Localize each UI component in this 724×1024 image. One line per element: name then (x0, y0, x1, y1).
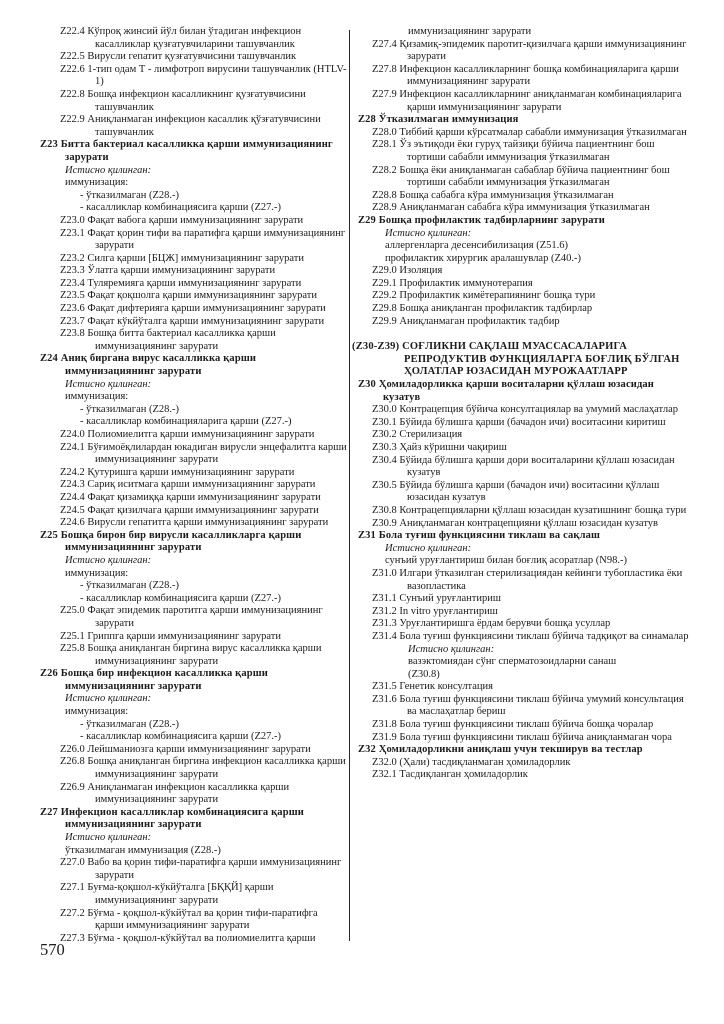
entry-text: Фақат вабога қарши иммунизациянинг зарурати (87, 214, 304, 226)
code-label: Z29.9 (372, 315, 400, 327)
code-entry-Z31.0 (352, 568, 693, 593)
exclusion-note: Истисно қилинган: (408, 643, 495, 655)
code-label: Z30.9 (372, 517, 400, 529)
code-label: Z27.0 (60, 857, 88, 869)
code-entry-Z30.0 (352, 404, 693, 417)
entry-text: Бошқа инфекцион касалликнинг қузғатувчисини ташувчанлик (87, 88, 306, 113)
code-label: Z30.1 (372, 416, 400, 428)
note-line: вазэктомиядан сўнг сперматозоидларни санаш (408, 656, 617, 668)
code-entry-Z23.3 (40, 265, 347, 278)
code-entry-Z28.1 (352, 139, 693, 164)
entry-text: Фақат қизамиққа қарши иммунизациянинг зарурати (87, 491, 321, 503)
code-entry-Z30.2 (352, 429, 693, 442)
code-label: Z22.6 (60, 63, 88, 75)
code-label: (Z30-Z39) (352, 341, 403, 353)
note-line: (Z30.8) (408, 668, 440, 680)
exclusion-note: Истисно қилинган: (385, 227, 472, 239)
code-entry-Z31.4 (352, 631, 693, 644)
code-entry-Z23.8 (40, 328, 347, 353)
code-label: Z24.4 (60, 491, 88, 503)
note-line: профилактик хирургик аралашувлар (Z40.-) (385, 252, 581, 264)
code-entry-Z29.8 (352, 303, 693, 316)
entry-text: Бошқа бир инфекцион касалликка қарши иммунизациянинг зарурати (60, 668, 268, 692)
code-label: Z26.8 (60, 756, 88, 768)
entry-text: Вирусли гепатит қузғатувчисини ташувчанлик (87, 51, 297, 63)
code-entry-Z30.4 (352, 455, 693, 480)
code-entry-Z29.1 (352, 278, 693, 291)
entry-text: Бошқа битта бактериал касалликка қарши иммунизациянинг зарурати (87, 328, 276, 352)
code-label: Z31.3 (372, 618, 400, 630)
code-label: Z24.2 (60, 466, 88, 478)
code-label: Z28.8 (372, 189, 400, 201)
entry-text: (Ҳали) тасдиқланмаган ҳомиладорлик (399, 756, 571, 768)
entry-text: Бўйида бўлишга қарши дори воситаларини қўллаш юзасидан кузатув (399, 454, 675, 479)
dash-subitem: - касалликлар комбинациясига қарши (Z27.-) (80, 202, 282, 214)
code-label: Z30.5 (372, 479, 400, 491)
entry-text: Полиомиелитга қарши иммунизациянинг зарурати (87, 429, 315, 440)
code-label: Z30.0 (372, 404, 400, 416)
code-label: Z25 (40, 529, 61, 541)
code-label: Z30 (358, 379, 379, 391)
code-entry-Z26.8 (40, 756, 347, 781)
code-entry-Z26.9 (40, 782, 347, 807)
entry-text: Аниқланмаган сабабга кўра иммунизация ўтказилмаган (399, 202, 650, 214)
code-entry-Z24.2 (40, 467, 347, 480)
code-label: Z31.0 (372, 567, 400, 579)
entry-text: Туляремияга қарши иммунизациянинг зарурати (87, 277, 302, 289)
code-label: Z28.0 (372, 126, 400, 138)
code-label: Z30.8 (372, 504, 400, 516)
entry-text: Бола туғиш функциясини тиклаш бўйича аниқланмаган чора (399, 731, 672, 743)
code-entry-Z22.4 (40, 26, 347, 51)
code-label: Z26 (40, 668, 61, 680)
dash-subitem: - ўтказилмаган (Z28.-) (80, 189, 180, 201)
code-label: Z27.1 (60, 882, 88, 894)
code-entry-Z28.0 (352, 127, 693, 140)
code-entry-Z22.9 (40, 114, 347, 139)
code-label: Z27.9 (372, 88, 400, 100)
continuation-line: иммунизациянинг зарурати (408, 26, 532, 37)
code-label: Z22.9 (60, 114, 88, 126)
code-entry-Z32.0 (352, 757, 693, 770)
code-entry-Z29.9 (352, 316, 693, 329)
code-entry-Z22.5 (40, 51, 347, 64)
entry-text: Инфекцион касалликларнинг бошқа комбинацияларига қарши иммунизациянинг зарурати (399, 63, 679, 88)
entry-text: Бошқа аниқланган биргина инфекцион касалликка қарши иммунизациянинг зарурати (87, 756, 346, 781)
code-entry-Z24.5 (40, 505, 347, 518)
code-entry-Z22.6 (40, 64, 347, 89)
code-entry-Z23.7 (40, 316, 347, 329)
code-label: Z24.0 (60, 429, 88, 440)
code-label: Z23.6 (60, 303, 88, 315)
exclusion-note: Истисно қилинган: (65, 554, 152, 566)
code-entry-Z24.3 (40, 479, 347, 492)
code-entry-Z23.1 (40, 228, 347, 253)
entry-text: Профилактик иммунотерапия (399, 277, 533, 289)
code-label: Z25.8 (60, 643, 88, 655)
exclusion-note: Истисно қилинган: (65, 693, 152, 705)
code-entry-Z28.2 (352, 165, 693, 190)
code-label: Z23 (40, 139, 61, 151)
dash-subitem: - ўтказилмаган (Z28.-) (80, 580, 180, 592)
code-label: Z30.4 (372, 454, 400, 466)
entry-text: Ҳайз кўришни чақириш (399, 442, 507, 453)
right-column (352, 26, 693, 782)
section-heading-Z26 (40, 668, 347, 693)
entry-text: Аниқланмаган инфекцион касаллик қўзғатувчисини ташувчанлик (87, 114, 321, 138)
code-label: Z22.8 (60, 88, 88, 100)
entry-text: 1-тип одам Т - лимфотроп вирусини ташувчанлик (HTLV-1) (87, 63, 347, 88)
section-heading-Z24 (40, 353, 347, 378)
note-line: ўтказилмаган иммунизация (Z28.-) (65, 844, 221, 856)
code-label: Z28.9 (372, 202, 400, 214)
code-entry-Z31.9 (352, 732, 693, 745)
code-entry-Z31.2 (352, 606, 693, 619)
section-heading-Z31 (358, 530, 693, 543)
entry-text: Стерилизация (399, 429, 463, 441)
code-label: Z29.0 (372, 265, 400, 277)
entry-text: Бошқа аниқланган профилактик тадбирлар (399, 303, 593, 315)
dash-subitem: - ўтказилмаган (Z28.-) (80, 718, 180, 730)
entry-text: Қутуришга қарши иммунизациянинг зарурати (87, 466, 295, 478)
code-label: Z23.3 (60, 265, 88, 277)
entry-text: Силга қарши [БЦЖ] иммунизациянинг зарурати (87, 252, 304, 264)
entry-text: Бошқа бирон бир вирусли касалликларга қарши иммунизациянинг зарурати (60, 529, 302, 554)
code-entry-Z24.0 (40, 429, 347, 442)
section-heading-Z29 (358, 215, 693, 228)
code-entry-Z25.1 (40, 631, 347, 644)
code-label: Z22.5 (60, 51, 88, 63)
entry-text: Фақат қорин тифи ва паратифга қарши иммунизациянинг зарурати (87, 227, 346, 252)
entry-text: Тиббий қарши кўрсатмалар сабабли иммунизация ўтказилмаган (399, 126, 687, 138)
code-entry-Z27.2 (40, 908, 347, 933)
code-entry-Z29.0 (352, 265, 693, 278)
code-label: Z29.2 (372, 290, 400, 302)
entry-text: Битта бактериал касалликка қарши иммунизациянинг зарурати (60, 139, 333, 163)
code-label: Z22.4 (60, 26, 88, 37)
code-entry-Z30.8 (352, 505, 693, 518)
block-range-heading-Z30-Z39 (352, 341, 693, 379)
code-label: Z23.1 (60, 227, 88, 239)
entry-text: Қизамиқ-эпидемик паротит-қизилчага қарши иммунизациянинг зарурати (399, 38, 687, 63)
exclusion-note: Истисно қилинган: (65, 378, 152, 390)
section-heading-Z23 (40, 139, 347, 164)
code-entry-Z27.8 (352, 64, 693, 89)
section-heading-Z25 (40, 530, 347, 555)
code-label: Z24.6 (60, 517, 88, 529)
dash-subitem: - ўтказилмаган (Z28.-) (80, 403, 180, 415)
entry-text: Изоляция (399, 265, 443, 277)
entry-text: Бола туғиш функциясини тиклаш бўйича бошқа чоралар (399, 719, 654, 731)
code-entry-Z30.3 (352, 442, 693, 455)
entry-text: Бўйида бўлишга қарши (бачадон ичи) воситасини қўллаш юзасидан кузатув (399, 479, 660, 504)
entry-text: Бошқа сабабга кўра иммунизация ўтказилмаган (399, 189, 614, 201)
code-label: Z31.4 (372, 630, 400, 642)
entry-text: Бола туғиш функциясини тиклаш бўйича тадқиқот ва синамалар (399, 630, 689, 642)
entry-text: Ўлатга қарши иммунизациянинг зарурати (87, 265, 276, 277)
code-entry-Z31.8 (352, 719, 693, 732)
entry-text: Фақат қизилчага қарши иммунизациянинг зарурати (87, 504, 319, 516)
entry-text: Контрацепция бўйича консултациялар ва умумий маслаҳатлар (399, 404, 678, 416)
code-label: Z31.5 (372, 681, 400, 693)
entry-text: Фақат эпидемик паротитга қарши иммунизациянинг зарурати (87, 605, 323, 629)
entry-text: Тасдиқланган ҳомиладорлик (399, 769, 528, 781)
code-label: Z23.7 (60, 315, 88, 327)
code-entry-Z27.0 (40, 857, 347, 882)
entry-text: In vitro уруғлантириш (399, 605, 498, 617)
entry-text: Фақат дифтерияга қарши иммунизациянинг зарурати (87, 303, 326, 315)
entry-text: Фақат кўкйўталга қарши иммунизациянинг зарурати (87, 315, 325, 327)
code-label: Z26.9 (60, 781, 88, 793)
code-entry-Z24.6 (40, 517, 347, 530)
code-label: Z32.0 (372, 756, 400, 768)
code-label: Z24 (40, 353, 61, 365)
note-line: аллергенларга десенсибилизация (Z51.6) (385, 240, 569, 252)
note-line: иммунизация: (65, 567, 129, 579)
code-entry-Z23.0 (40, 215, 347, 228)
exclusion-note: Истисно қилинган: (65, 832, 152, 843)
code-entry-Z25.0 (40, 605, 347, 630)
entry-text: Ўз эътиқоди ёки гуруҳ тайзиқи бўйича пациентнинг бош тортиши сабабли иммунизация ўтказилмаган (399, 139, 655, 163)
code-label: Z31 (358, 530, 379, 542)
section-heading-Z27 (40, 807, 347, 832)
code-label: Z23.0 (60, 214, 88, 226)
entry-text: Кўпроқ жинсий йўл билан ўтадиган инфекцион касалликлар қузғатувчиларини ташувчанлик (87, 26, 302, 50)
code-entry-Z27.3 (40, 933, 347, 946)
entry-text: Бўғма - қоқшол-кўкйўтал ва қорин тифи-паратифга қарши иммунизациянинг зарурати (87, 907, 318, 932)
entry-text: Илгари ўтказилган стерилизациядан кейинги тубопластика ёки вазопластика (399, 567, 683, 592)
code-entry-Z27.9 (352, 89, 693, 114)
code-label: Z28.2 (372, 164, 400, 176)
code-entry-Z31.5 (352, 681, 693, 694)
code-label: Z24.1 (60, 441, 88, 453)
code-label: Z27.4 (372, 38, 400, 50)
entry-text: Уруғлантиришга ёрдам берувчи бошқа усуллар (399, 618, 611, 630)
entry-text: Бошқа ёки аниқланмаган сабаблар бўйича пациентнинг бош тортиши сабабли иммунизация ўтказилмаган (399, 164, 670, 189)
code-entry-Z30.1 (352, 417, 693, 430)
code-entry-Z28.9 (352, 202, 693, 215)
code-label: Z31.2 (372, 605, 400, 617)
section-heading-Z32 (358, 744, 693, 757)
code-label: Z27.3 (60, 932, 88, 944)
entry-text: Контрацепцияларни қўллаш юзасидан кузатишнинг бошқа тури (399, 504, 687, 516)
entry-text: Бола туғиш функциясини тиклаш ва сақлаш (378, 530, 601, 542)
entry-text: Ўтказилмаган иммунизация (378, 114, 519, 126)
code-label: Z25.0 (60, 605, 88, 617)
code-entry-Z29.2 (352, 290, 693, 303)
code-entry-Z27.4 (352, 39, 693, 64)
code-entry-Z31.6 (352, 694, 693, 719)
entry-text: Аниқ биргана вирус касалликка қарши иммунизациянинг зарурати (60, 353, 257, 378)
code-label: Z30.2 (372, 429, 400, 441)
dash-subitem: - касалликлар комбинациясига қарши (Z27.-) (80, 592, 282, 604)
code-label: Z31.9 (372, 731, 400, 743)
section-heading-Z30 (358, 379, 693, 404)
code-label: Z29.1 (372, 277, 400, 289)
exclusion-note: Истисно қилинган: (65, 164, 152, 176)
note-line: иммунизация: (65, 177, 129, 189)
note-line: иммунизация: (65, 391, 129, 403)
entry-text: Бошқа аниқланган биргина вирус касалликка қарши иммунизациянинг зарурати (87, 643, 322, 667)
entry-text: Ҳомиладорликка қарши воситаларни қўллаш юзасидан кузатув (378, 379, 655, 403)
entry-text: Бошқа профилактик тадбирларнинг зарурати (378, 214, 605, 226)
code-label: Z27 (40, 806, 61, 818)
code-label: Z28 (358, 114, 379, 126)
section-heading-Z28 (358, 114, 693, 127)
code-label: Z26.0 (60, 743, 88, 755)
entry-text: Сариқ иситмага қарши иммунизациянинг зарурати (87, 479, 316, 491)
code-entry-Z23.2 (40, 253, 347, 266)
page-number: 570 (40, 940, 65, 959)
column-divider-line (349, 30, 350, 941)
code-entry-Z23.4 (40, 278, 347, 291)
left-column (40, 26, 347, 945)
code-label: Z27.2 (60, 907, 88, 919)
code-label: Z24.5 (60, 504, 88, 516)
code-entry-Z23.6 (40, 303, 347, 316)
entry-text: Инфекцион касалликларнинг аниқланмаган комбинацияларига қарши иммунизациянинг зарурати (399, 88, 682, 113)
code-label: Z29 (358, 214, 379, 226)
note-line: иммунизация: (65, 706, 129, 718)
code-entry-Z27.1 (40, 882, 347, 907)
code-label: Z32.1 (372, 769, 400, 781)
code-label: Z23.5 (60, 290, 88, 302)
code-entry-Z23.5 (40, 290, 347, 303)
code-entry-Z30.9 (352, 518, 693, 531)
code-label: Z29.8 (372, 303, 400, 315)
code-entry-Z22.8 (40, 89, 347, 114)
code-label: Z28.1 (372, 139, 400, 151)
code-entry-Z24.1 (40, 442, 347, 467)
entry-text: Генетик консултация (399, 681, 493, 693)
dash-subitem: - касалликлар комбинацияларига қарши (Z27.-) (80, 416, 292, 428)
entry-text: Профилактик кимётерапиянинг бошқа тури (399, 290, 596, 302)
note-line: сунъий уруғлантириш билан боғлиқ асоратлар (N98.-) (385, 555, 628, 567)
code-label: Z23.2 (60, 252, 88, 264)
code-label: Z23.8 (60, 328, 88, 340)
dash-subitem: - касалликлар комбинациясига қарши (Z27.-) (80, 731, 282, 743)
entry-text: Ҳомиладорликни аниқлаш учун текширув ва тестлар (378, 744, 643, 756)
code-entry-Z31.1 (352, 593, 693, 606)
code-entry-Z24.4 (40, 492, 347, 505)
code-label: Z31.1 (372, 593, 400, 605)
code-entry-Z25.8 (40, 643, 347, 668)
entry-text: Аниқланмаган инфекцион касалликка қарши иммунизациянинг зарурати (87, 781, 290, 806)
entry-text: Вабо ва қорин тифи-паратифга қарши иммунизациянинг зарурати (87, 857, 342, 881)
entry-text: Бўғимоёқлилардан юкадиган вирусли энцефалитга карши иммунизациянинг зарурати (87, 441, 347, 466)
entry-text: Бўғма - қоқшол-кўкйўтал ва полиомиелитга қарши (87, 932, 316, 944)
code-entry-Z31.3 (352, 618, 693, 631)
code-label: Z27.8 (372, 63, 400, 75)
entry-text: Бола туғиш функциясини тиклаш бўйича умумий консультация ва маслаҳатлар бериш (399, 693, 684, 718)
code-label: Z32 (358, 744, 379, 756)
code-entry-Z30.5 (352, 480, 693, 505)
entry-text: Лейшманиозга қарши иммунизациянинг зарурати (87, 743, 311, 755)
code-label: Z31.8 (372, 719, 400, 731)
entry-text: Фақат қоқшолга қарши иммунизациянинг зарурати (87, 290, 317, 302)
code-label: Z30.3 (372, 442, 400, 453)
entry-text: Бўйида бўлишга қарши (бачадон ичи) воситасини киритиш (399, 416, 666, 428)
code-entry-Z32.1 (352, 769, 693, 782)
entry-text: Сунъий уруғлантириш (399, 593, 501, 605)
code-label: Z24.3 (60, 479, 88, 491)
entry-text: Вирусли гепатитга қарши иммунизациянинг зарурати (87, 517, 329, 529)
entry-text: Буғма-қоқшол-кўкйўталга [БҚҚЙ] қарши иммунизациянинг зарурати (87, 882, 274, 906)
code-entry-Z28.8 (352, 190, 693, 203)
entry-text: Гриппга қарши иммунизациянинг зарурати (87, 630, 281, 642)
code-label: Z31.6 (372, 693, 400, 705)
code-entry-Z26.0 (40, 744, 347, 757)
entry-text: Аниқланмаган профилактик тадбир (399, 315, 560, 327)
entry-text: СОҒЛИКНИ САҚЛАШ МУАССАСАЛАРИГА РЕПРОДУКТИВ ФУНКЦИЯЛАРГА БОҒЛИҚ БЎЛГАН ҲОЛАТЛАР ЮЗАСИДАН МУРОЖААТЛАРР (402, 341, 680, 378)
exclusion-note: Истисно қилинган: (385, 542, 472, 554)
entry-text: Инфекцион касалликлар комбинациясига қарши иммунизациянинг зарурати (60, 806, 304, 831)
code-label: Z23.4 (60, 277, 88, 289)
entry-text: Аниқланмаган контрацепцияни қўллаш юзасидан кузатув (399, 517, 658, 529)
code-label: Z25.1 (60, 630, 88, 642)
